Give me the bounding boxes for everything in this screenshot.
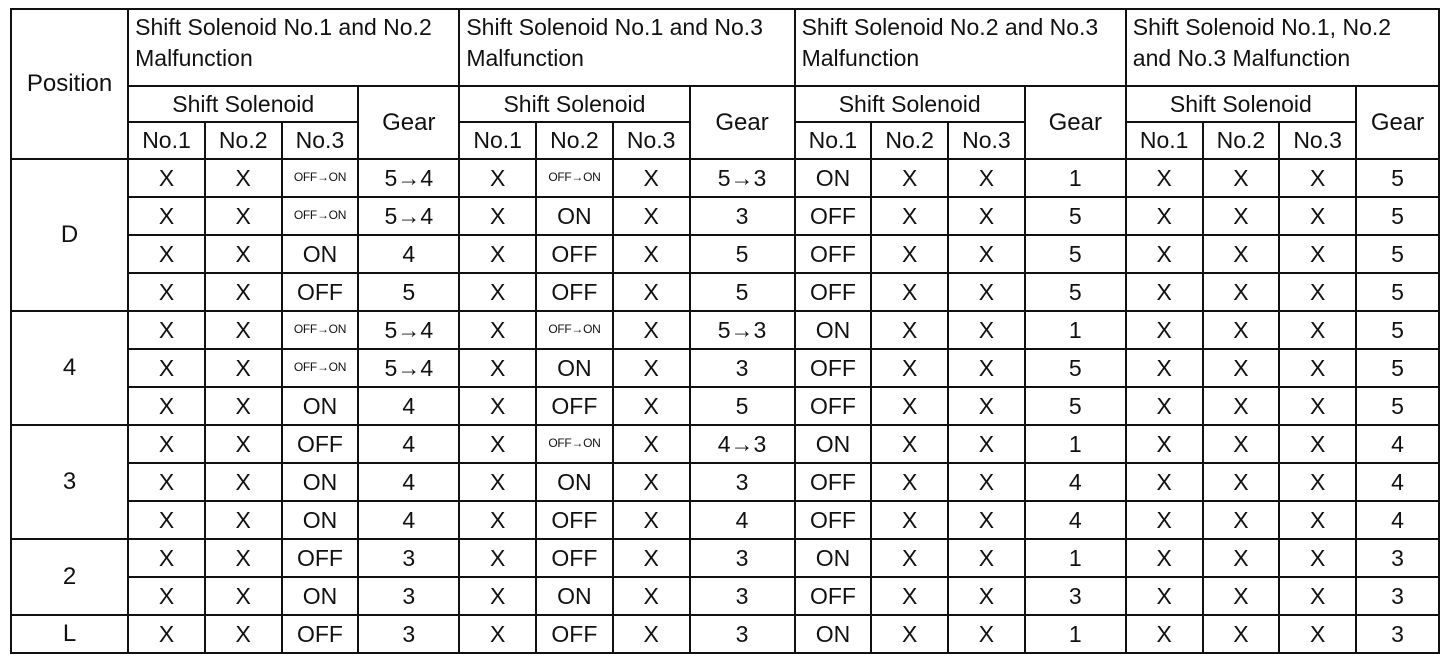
position-cell: L (11, 615, 128, 653)
gear-cell: 4 (358, 425, 459, 463)
gear-header: Gear (1025, 86, 1126, 159)
solenoid-state-cell: X (205, 159, 282, 197)
solenoid-state-cell: X (128, 577, 205, 615)
solenoid-state-cell: X (1126, 463, 1203, 501)
gear-cell: 5 (1356, 349, 1439, 387)
solenoid-state-cell: OFF→ON (282, 159, 359, 197)
solenoid-malfunction-table (10, 8, 1440, 654)
solenoid-state-cell: X (1279, 235, 1356, 273)
solenoid-state-cell: X (871, 387, 948, 425)
gear-cell: 5 (1025, 197, 1126, 235)
solenoid-state-cell: ON (795, 159, 872, 197)
solenoid-state-cell: OFF (536, 235, 613, 273)
gear-cell: 4 (358, 463, 459, 501)
solenoid-state-cell: OFF→ON (282, 311, 359, 349)
solenoid-no2-header: No.2 (871, 122, 948, 158)
solenoid-state-cell: X (1279, 463, 1356, 501)
gear-cell: 4 (1356, 425, 1439, 463)
table-row (11, 539, 1439, 577)
solenoid-state-cell: X (613, 615, 690, 653)
solenoid-state-cell: X (948, 273, 1025, 311)
solenoid-state-cell: X (459, 577, 536, 615)
solenoid-state-cell: X (871, 463, 948, 501)
solenoid-state-cell: X (1279, 501, 1356, 539)
solenoid-state-cell: X (1126, 425, 1203, 463)
solenoid-state-cell: OFF→ON (536, 159, 613, 197)
shift-solenoid-header: Shift Solenoid (1126, 86, 1356, 122)
solenoid-state-cell: X (459, 501, 536, 539)
solenoid-state-cell: X (1203, 235, 1280, 273)
header-row-solenoid (11, 86, 1439, 122)
gear-cell: 4 (358, 501, 459, 539)
solenoid-state-cell: OFF (536, 501, 613, 539)
solenoid-state-cell: X (1279, 349, 1356, 387)
solenoid-state-cell: OFF (795, 463, 872, 501)
solenoid-state-cell: X (1126, 311, 1203, 349)
solenoid-state-cell: X (205, 273, 282, 311)
solenoid-state-cell: ON (282, 577, 359, 615)
solenoid-state-cell: OFF (282, 539, 359, 577)
solenoid-state-cell: X (1279, 311, 1356, 349)
position-cell: D (11, 159, 128, 311)
solenoid-state-cell: X (948, 615, 1025, 653)
solenoid-state-cell: OFF→ON (282, 349, 359, 387)
solenoid-state-cell: X (871, 235, 948, 273)
solenoid-state-cell: X (1203, 349, 1280, 387)
group-header-2: Shift Solenoid No.1 and No.3 Malfunction (459, 9, 794, 86)
solenoid-state-cell: X (948, 311, 1025, 349)
solenoid-state-cell: X (948, 501, 1025, 539)
solenoid-state-cell: X (459, 615, 536, 653)
gear-cell: 5 (1356, 159, 1439, 197)
solenoid-state-cell: X (1279, 425, 1356, 463)
gear-cell: 5→4 (358, 159, 459, 197)
solenoid-state-cell: X (1203, 501, 1280, 539)
solenoid-state-cell: X (871, 349, 948, 387)
solenoid-state-cell: X (1126, 273, 1203, 311)
solenoid-state-cell: X (613, 159, 690, 197)
solenoid-state-cell: X (1126, 235, 1203, 273)
gear-cell: 3 (358, 577, 459, 615)
group-header-4: Shift Solenoid No.1, No.2 and No.3 Malfunction (1126, 9, 1439, 86)
solenoid-state-cell: X (1203, 463, 1280, 501)
gear-cell: 3 (690, 577, 795, 615)
gear-cell: 3 (690, 463, 795, 501)
solenoid-state-cell: X (613, 425, 690, 463)
solenoid-no3-header: No.3 (282, 122, 359, 158)
table-row (11, 235, 1439, 273)
table-row (11, 197, 1439, 235)
solenoid-no2-header: No.2 (536, 122, 613, 158)
solenoid-state-cell: OFF (536, 539, 613, 577)
solenoid-state-cell: ON (536, 463, 613, 501)
position-cell: 2 (11, 539, 128, 615)
solenoid-state-cell: X (948, 539, 1025, 577)
gear-cell: 5 (690, 387, 795, 425)
solenoid-no2-header: No.2 (205, 122, 282, 158)
solenoid-state-cell: OFF (536, 273, 613, 311)
gear-cell: 5→3 (690, 159, 795, 197)
gear-cell: 1 (1025, 159, 1126, 197)
gear-cell: 5 (358, 273, 459, 311)
solenoid-state-cell: X (205, 615, 282, 653)
position-cell: 4 (11, 311, 128, 425)
solenoid-state-cell: OFF (282, 425, 359, 463)
table-body (11, 9, 1439, 653)
solenoid-state-cell: OFF (282, 273, 359, 311)
gear-cell: 4 (1356, 501, 1439, 539)
gear-header: Gear (1356, 86, 1439, 159)
gear-cell: 5 (1025, 273, 1126, 311)
solenoid-state-cell: X (871, 501, 948, 539)
solenoid-state-cell: X (1126, 159, 1203, 197)
shift-solenoid-header: Shift Solenoid (459, 86, 689, 122)
solenoid-state-cell: X (948, 577, 1025, 615)
solenoid-state-cell: X (205, 387, 282, 425)
solenoid-state-cell: OFF (536, 615, 613, 653)
table-row (11, 463, 1439, 501)
group-header-1: Shift Solenoid No.1 and No.2 Malfunction (128, 9, 459, 86)
gear-cell: 5→4 (358, 197, 459, 235)
table-row (11, 311, 1439, 349)
gear-cell: 4→3 (690, 425, 795, 463)
solenoid-state-cell: X (613, 311, 690, 349)
solenoid-state-cell: X (205, 539, 282, 577)
gear-cell: 5→4 (358, 311, 459, 349)
solenoid-state-cell: X (1203, 425, 1280, 463)
solenoid-state-cell: X (948, 463, 1025, 501)
gear-cell: 1 (1025, 615, 1126, 653)
gear-cell: 1 (1025, 539, 1126, 577)
solenoid-state-cell: X (205, 501, 282, 539)
solenoid-state-cell: X (1203, 159, 1280, 197)
solenoid-state-cell: ON (795, 311, 872, 349)
solenoid-state-cell: X (1203, 197, 1280, 235)
solenoid-state-cell: OFF (795, 501, 872, 539)
solenoid-state-cell: X (1203, 615, 1280, 653)
solenoid-state-cell: X (128, 463, 205, 501)
table-row (11, 349, 1439, 387)
solenoid-state-cell: X (871, 311, 948, 349)
solenoid-state-cell: ON (536, 577, 613, 615)
solenoid-state-cell: ON (282, 463, 359, 501)
gear-cell: 5 (1356, 387, 1439, 425)
solenoid-state-cell: X (128, 349, 205, 387)
solenoid-no1-header: No.1 (1126, 122, 1203, 158)
solenoid-state-cell: OFF→ON (536, 425, 613, 463)
gear-cell: 5 (1025, 349, 1126, 387)
gear-cell: 3 (690, 197, 795, 235)
solenoid-state-cell: X (459, 197, 536, 235)
solenoid-state-cell: X (1203, 577, 1280, 615)
solenoid-state-cell: OFF (795, 349, 872, 387)
solenoid-state-cell: X (128, 159, 205, 197)
table-row (11, 425, 1439, 463)
solenoid-state-cell: X (613, 577, 690, 615)
solenoid-state-cell: X (1126, 615, 1203, 653)
gear-cell: 4 (1025, 463, 1126, 501)
solenoid-state-cell: X (871, 539, 948, 577)
solenoid-state-cell: OFF (795, 577, 872, 615)
solenoid-state-cell: OFF (536, 387, 613, 425)
gear-cell: 3 (358, 539, 459, 577)
solenoid-state-cell: X (459, 159, 536, 197)
solenoid-state-cell: X (459, 387, 536, 425)
solenoid-no1-header: No.1 (459, 122, 536, 158)
solenoid-state-cell: X (1203, 387, 1280, 425)
solenoid-state-cell: X (128, 539, 205, 577)
gear-cell: 5 (1356, 311, 1439, 349)
gear-cell: 3 (1356, 539, 1439, 577)
solenoid-state-cell: X (613, 197, 690, 235)
solenoid-state-cell: OFF (795, 387, 872, 425)
solenoid-state-cell: X (205, 349, 282, 387)
gear-cell: 3 (690, 615, 795, 653)
solenoid-no1-header: No.1 (795, 122, 872, 158)
solenoid-state-cell: X (1126, 387, 1203, 425)
solenoid-state-cell: X (613, 539, 690, 577)
solenoid-state-cell: X (459, 425, 536, 463)
solenoid-state-cell: X (613, 235, 690, 273)
solenoid-state-cell: X (871, 273, 948, 311)
solenoid-state-cell: X (128, 501, 205, 539)
solenoid-state-cell: X (948, 235, 1025, 273)
solenoid-state-cell: X (128, 273, 205, 311)
solenoid-state-cell: X (1279, 273, 1356, 311)
solenoid-state-cell: X (128, 197, 205, 235)
solenoid-state-cell: OFF→ON (282, 197, 359, 235)
solenoid-state-cell: X (1279, 387, 1356, 425)
gear-cell: 5 (1025, 387, 1126, 425)
header-row-groups (11, 9, 1439, 86)
solenoid-state-cell: X (205, 577, 282, 615)
solenoid-state-cell: OFF (795, 235, 872, 273)
table-row (11, 501, 1439, 539)
solenoid-state-cell: OFF (795, 273, 872, 311)
gear-cell: 5 (1356, 235, 1439, 273)
solenoid-state-cell: ON (282, 387, 359, 425)
table-row (11, 615, 1439, 653)
solenoid-state-cell: X (459, 463, 536, 501)
solenoid-state-cell: X (459, 235, 536, 273)
solenoid-state-cell: X (948, 349, 1025, 387)
gear-cell: 4 (690, 501, 795, 539)
gear-cell: 5 (1356, 197, 1439, 235)
solenoid-state-cell: X (1279, 615, 1356, 653)
solenoid-state-cell: X (459, 539, 536, 577)
gear-cell: 5 (690, 273, 795, 311)
solenoid-state-cell: ON (536, 197, 613, 235)
solenoid-state-cell: X (1126, 501, 1203, 539)
solenoid-state-cell: X (948, 159, 1025, 197)
gear-cell: 3 (690, 539, 795, 577)
table-row (11, 577, 1439, 615)
solenoid-state-cell: X (948, 425, 1025, 463)
solenoid-state-cell: X (128, 311, 205, 349)
gear-cell: 3 (1356, 615, 1439, 653)
solenoid-state-cell: X (459, 273, 536, 311)
solenoid-state-cell: X (205, 463, 282, 501)
solenoid-state-cell: X (1279, 577, 1356, 615)
gear-cell: 1 (1025, 425, 1126, 463)
solenoid-state-cell: ON (282, 501, 359, 539)
solenoid-state-cell: X (128, 387, 205, 425)
solenoid-state-cell: X (459, 349, 536, 387)
solenoid-state-cell: X (1126, 197, 1203, 235)
solenoid-state-cell: X (1203, 273, 1280, 311)
gear-cell: 5 (690, 235, 795, 273)
position-header: Position (11, 9, 128, 159)
solenoid-state-cell: X (205, 311, 282, 349)
solenoid-state-cell: X (128, 235, 205, 273)
gear-cell: 3 (1356, 577, 1439, 615)
solenoid-state-cell: X (948, 197, 1025, 235)
solenoid-no3-header: No.3 (613, 122, 690, 158)
solenoid-state-cell: X (871, 159, 948, 197)
solenoid-state-cell: X (1279, 159, 1356, 197)
solenoid-no2-header: No.2 (1203, 122, 1280, 158)
solenoid-state-cell: X (1126, 577, 1203, 615)
solenoid-state-cell: X (1203, 539, 1280, 577)
group-header-3: Shift Solenoid No.2 and No.3 Malfunction (795, 9, 1126, 86)
gear-cell: 4 (1025, 501, 1126, 539)
solenoid-state-cell: X (1126, 349, 1203, 387)
gear-cell: 1 (1025, 311, 1126, 349)
solenoid-state-cell: X (871, 197, 948, 235)
solenoid-no3-header: No.3 (948, 122, 1025, 158)
shift-solenoid-header: Shift Solenoid (795, 86, 1025, 122)
gear-cell: 3 (1025, 577, 1126, 615)
solenoid-state-cell: X (948, 387, 1025, 425)
solenoid-no1-header: No.1 (128, 122, 205, 158)
solenoid-state-cell: ON (536, 349, 613, 387)
gear-header: Gear (690, 86, 795, 159)
solenoid-state-cell: X (1203, 311, 1280, 349)
gear-cell: 5→4 (358, 349, 459, 387)
solenoid-state-cell: X (613, 463, 690, 501)
solenoid-state-cell: X (128, 425, 205, 463)
solenoid-state-cell: OFF (795, 197, 872, 235)
gear-cell: 5 (1025, 235, 1126, 273)
solenoid-state-cell: X (871, 425, 948, 463)
gear-cell: 5→3 (690, 311, 795, 349)
table-row (11, 387, 1439, 425)
solenoid-state-cell: ON (795, 425, 872, 463)
gear-header: Gear (358, 86, 459, 159)
position-cell: 3 (11, 425, 128, 539)
gear-cell: 4 (1356, 463, 1439, 501)
solenoid-state-cell: X (205, 425, 282, 463)
solenoid-state-cell: X (871, 577, 948, 615)
gear-cell: 3 (358, 615, 459, 653)
solenoid-state-cell: X (613, 273, 690, 311)
solenoid-state-cell: ON (795, 615, 872, 653)
gear-cell: 5 (1356, 273, 1439, 311)
table-row (11, 159, 1439, 197)
solenoid-state-cell: X (205, 197, 282, 235)
solenoid-state-cell: ON (795, 539, 872, 577)
solenoid-state-cell: X (459, 311, 536, 349)
shift-solenoid-header: Shift Solenoid (128, 86, 358, 122)
solenoid-state-cell: ON (282, 235, 359, 273)
solenoid-state-cell: X (1279, 197, 1356, 235)
table-row (11, 273, 1439, 311)
solenoid-state-cell: X (128, 615, 205, 653)
solenoid-no3-header: No.3 (1279, 122, 1356, 158)
solenoid-state-cell: X (871, 615, 948, 653)
solenoid-state-cell: OFF→ON (536, 311, 613, 349)
solenoid-state-cell: OFF (282, 615, 359, 653)
gear-cell: 4 (358, 387, 459, 425)
solenoid-state-cell: X (613, 501, 690, 539)
solenoid-state-cell: X (1279, 539, 1356, 577)
solenoid-state-cell: X (1126, 539, 1203, 577)
gear-cell: 3 (690, 349, 795, 387)
solenoid-state-cell: X (613, 349, 690, 387)
solenoid-state-cell: X (613, 387, 690, 425)
gear-cell: 4 (358, 235, 459, 273)
solenoid-state-cell: X (205, 235, 282, 273)
